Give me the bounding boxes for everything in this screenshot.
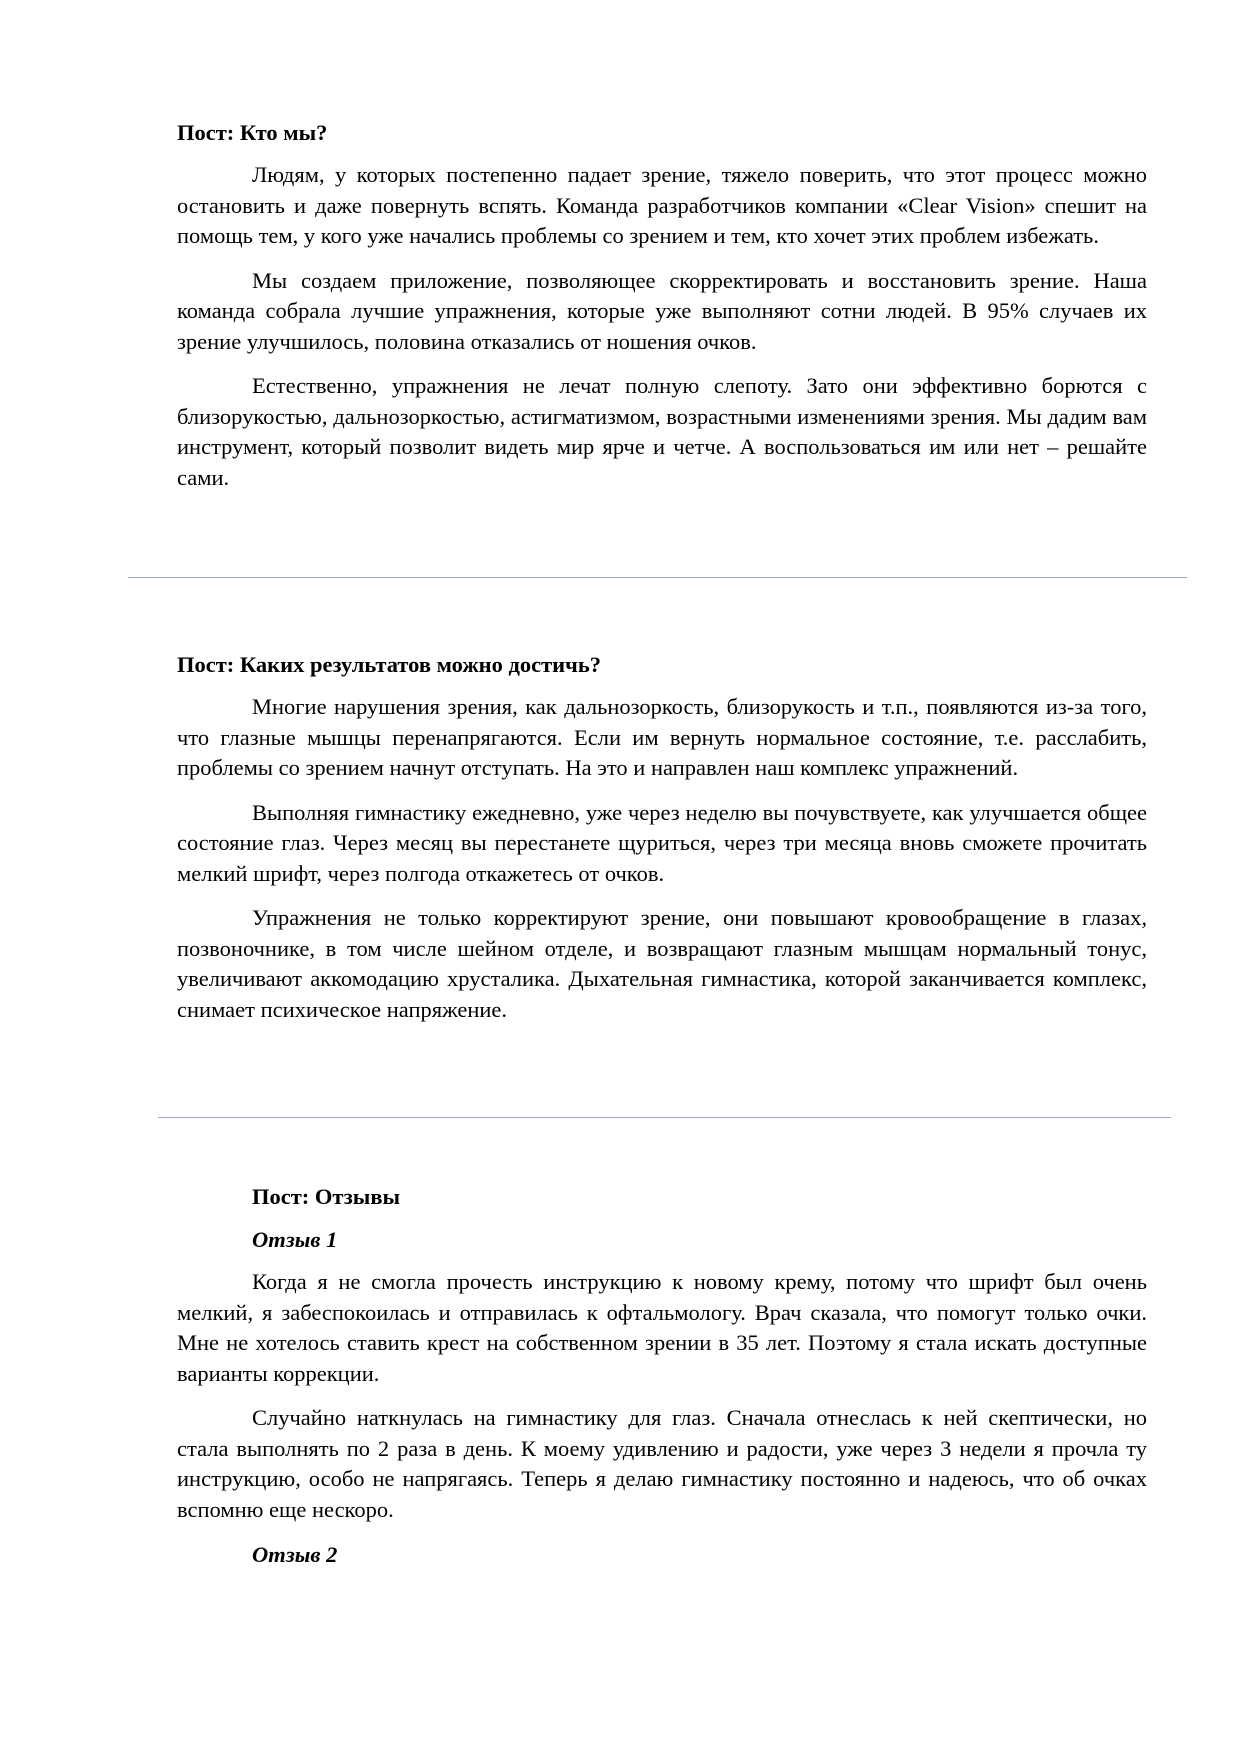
post-reviews bbox=[177, 1181, 1147, 1582]
post-who-we-are bbox=[177, 117, 1147, 507]
section-divider bbox=[128, 577, 1187, 578]
review-title: Отзыв 1 bbox=[252, 1227, 338, 1252]
paragraph: Упражнения не только корректируют зрение, они повышают кровообращение в глазах, позвоночнике, в том числе шейном отделе, и возвращают глазным мышцам нормальный тонус, увеличивают аккомодацию хрусталика. Дыхательная гимнастика, которой заканчивается комплекс, снимает психическое напряжение. bbox=[177, 905, 1147, 1022]
post-results bbox=[177, 649, 1147, 1039]
paragraph: Естественно, упражнения не лечат полную слепоту. Зато они эффективно борются с близорукостью, дальнозоркостью, астигматизмом, возрастными изменениями зрения. Мы дадим вам инструмент, который позволит видеть мир ярче и четче. А воспользоваться им или нет – решайте сами. bbox=[177, 373, 1147, 490]
paragraph: Мы создаем приложение, позволяющее скорректировать и восстановить зрение. Наша команда собрала лучшие упражнения, которые уже выполняют сотни людей. В 95% случаев их зрение улучшилось, половина отказались от ношения очков. bbox=[177, 267, 1147, 354]
post-title: Пост: Отзывы bbox=[252, 1184, 401, 1209]
paragraph: Случайно наткнулась на гимнастику для глаз. Сначала отнеслась к ней скептически, но стала выполнять по 2 раза в день. К моему удивлению и радости, уже через 3 недели я прочла ту инструкцию, особо не напрягаясь. Теперь я делаю гимнастику постоянно и надеюсь, что об очках вспомню еще нескоро. bbox=[177, 1405, 1147, 1522]
review-title: Отзыв 2 bbox=[252, 1542, 338, 1567]
paragraph: Многие нарушения зрения, как дальнозоркость, близорукость и т.п., появляются из-за того, что глазные мышцы перенапрягаются. Если им вернуть нормальное состояние, т.е. расслабить, проблемы со зрением начнут отступать. На это и направлен наш комплекс упражнений. bbox=[177, 694, 1147, 780]
paragraph: Когда я не смогла прочесть инструкцию к новому крему, потому что шрифт был очень мелкий, я забеспокоилась и отправилась к офтальмологу. Врач сказала, что помогут только очки. Мне не хотелось ставить крест на собственном зрении в 35 лет. Поэтому я стала искать доступные варианты коррекции. bbox=[177, 1269, 1147, 1386]
paragraph: Людям, у которых постепенно падает зрение, тяжело поверить, что этот процесс можно остановить и даже повернуть вспять. Команда разработчиков компании «Clear Vision» спешит на помощь тем, у кого уже начались проблемы со зрением и тем, кто хочет этих проблем избежать. bbox=[177, 162, 1147, 248]
post-title: Пост: Кто мы? bbox=[177, 120, 328, 145]
post-title: Пост: Каких результатов можно достичь? bbox=[177, 652, 601, 677]
section-divider bbox=[158, 1117, 1171, 1118]
paragraph: Выполняя гимнастику ежедневно, уже через неделю вы почувствуете, как улучшается общее состояние глаз. Через месяц вы перестанете щуриться, через три месяца вновь сможете прочитать мелкий шрифт, через полгода откажетесь от очков. bbox=[177, 799, 1147, 886]
